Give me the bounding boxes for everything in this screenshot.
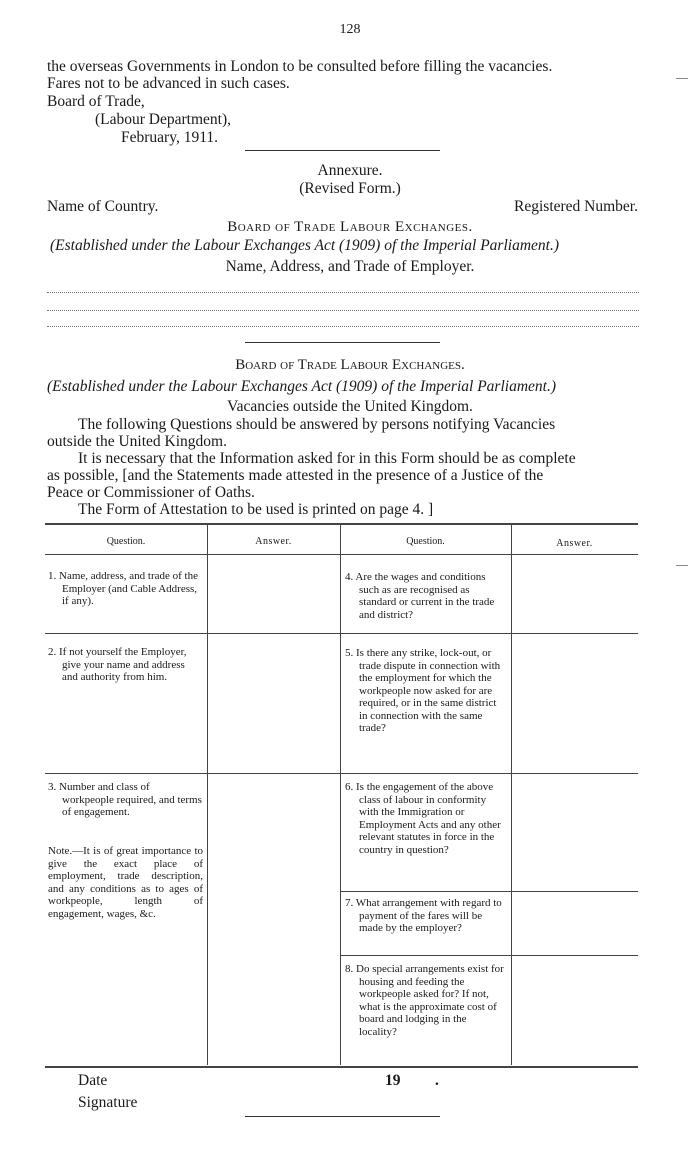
board-of-trade-heading-2: Board of Trade Labour Exchanges.: [235, 357, 465, 373]
header-question-left: Question.: [106, 536, 146, 547]
employer-line: Name, Address, and Trade of Employer.: [225, 258, 475, 275]
signature-label: Signature: [78, 1094, 138, 1111]
margin-dash-icon: —: [676, 557, 688, 571]
question-3: 3. Number and class of workpeople required, and terms of engagement.: [48, 781, 202, 818]
intro-line-2: Fares not to be advanced in such cases.: [47, 75, 290, 92]
established-line-1: (Established under the Labour Exchanges Act (1909) of the Imperial Parliament.): [50, 237, 559, 254]
vacancies-heading: Vacancies outside the United Kingdom.: [227, 398, 473, 415]
answer-1-field[interactable]: [209, 556, 338, 632]
row-separator: [340, 955, 638, 956]
instructions-para1-line2: outside the United Kingdom.: [47, 433, 227, 450]
name-of-country-label: Name of Country.: [47, 198, 159, 215]
entry-line-3[interactable]: [47, 326, 639, 327]
header-question-right: Question.: [406, 536, 445, 547]
page-number: 128: [339, 22, 361, 37]
header-answer-right: Answer.: [556, 538, 593, 549]
intro-line-1: the overseas Governments in London to be consulted before filling the vacancies.: [47, 58, 553, 75]
registered-number-label: Registered Number.: [514, 198, 638, 215]
established-line-2: (Established under the Labour Exchanges Act (1909) of the Imperial Parliament.): [47, 378, 556, 395]
row-separator: [45, 633, 340, 634]
question-3-note: Note.—It is of great importance to give the exact place of employment, trade description, and any conditions as to ages of workpeople, length of engagement, wages, &c.: [48, 845, 203, 920]
divider: [245, 150, 440, 151]
row-separator: [45, 773, 340, 774]
question-6: 6. Is the engagement of the above class of labour in conformity with the Immigration or Employment Acts and any other relevant statutes in force in the country in question?: [345, 781, 501, 856]
answer-8-field[interactable]: [513, 957, 636, 1063]
row-separator: [340, 891, 638, 892]
table-top-border: [45, 523, 638, 525]
question-2: 2. If not yourself the Employer, give your name and address and authority from him.: [48, 646, 187, 683]
answer-2-field[interactable]: [209, 635, 338, 772]
header-answer-left: Answer.: [255, 536, 292, 547]
instructions-para1-line1: The following Questions should be answered by persons notifying Vacancies: [78, 416, 556, 433]
question-5: 5. Is there any strike, lock-out, or trade dispute in connection with the employment for which the workpeople now asked for are required, or in the same district in connection with the same trade?: [345, 647, 501, 734]
signature-line[interactable]: [245, 1116, 440, 1117]
annexure-title: Annexure.: [317, 162, 383, 179]
question-4: 4. Are the wages and conditions such as are recognised as standard or current in the trade and district?: [345, 571, 495, 621]
year-label: 19: [385, 1072, 401, 1089]
answer-3-field[interactable]: [209, 775, 338, 1063]
intro-line-5: February, 1911.: [121, 129, 218, 146]
row-separator: [340, 633, 638, 634]
question-7: 7. What arrangement with regard to payment of the fares will be made by the employer?: [345, 897, 502, 934]
answer-6-field[interactable]: [513, 775, 636, 890]
row-separator: [340, 773, 638, 774]
table-col-divider-2: [340, 524, 341, 1065]
instructions-para2-line2: as possible, [and the Statements made attested in the presence of a Justice of the: [47, 467, 544, 484]
intro-line-4: (Labour Department),: [95, 111, 231, 128]
instructions-para2-line3: Peace or Commissioner of Oaths.: [47, 484, 255, 501]
instructions-para3: The Form of Attestation to be used is printed on page 4. ]: [78, 501, 434, 518]
instructions-para2-line1: It is necessary that the Information asked for in this Form should be as complete: [78, 450, 576, 467]
entry-line-2[interactable]: [47, 310, 639, 311]
annexure-subtitle: (Revised Form.): [299, 180, 401, 197]
table-col-divider-1: [207, 524, 208, 1065]
intro-line-3: Board of Trade,: [47, 93, 145, 110]
table-bottom-border: [45, 1066, 638, 1068]
year-dot: .: [435, 1072, 439, 1089]
margin-dash-icon: —: [676, 70, 688, 84]
question-8: 8. Do special arrangements exist for housing and feeding the workpeople asked for? If not, what is the approximate cost of board and lodging in the locality?: [345, 963, 504, 1038]
entry-line-1[interactable]: [47, 292, 639, 293]
divider: [245, 342, 440, 343]
answer-5-field[interactable]: [513, 635, 636, 772]
board-of-trade-heading-1: Board of Trade Labour Exchanges.: [227, 219, 473, 235]
answer-4-field[interactable]: [513, 556, 636, 632]
question-1: 1. Name, address, and trade of the Employer (and Cable Address, if any).: [48, 570, 198, 607]
date-label: Date: [78, 1072, 108, 1089]
table-header-border: [45, 554, 638, 555]
table-col-divider-3: [511, 524, 512, 1065]
answer-7-field[interactable]: [513, 893, 636, 954]
